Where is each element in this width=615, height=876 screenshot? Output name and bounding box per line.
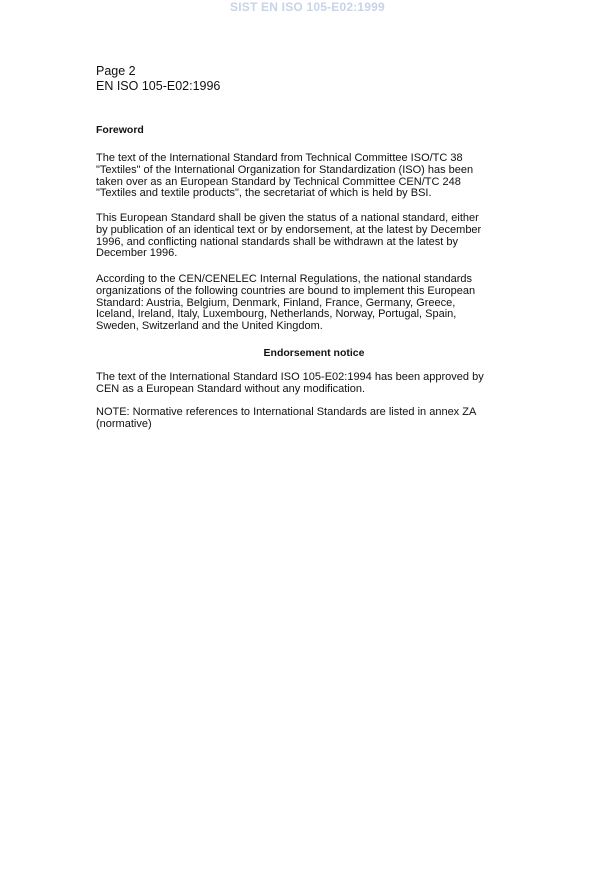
text-line: Sweden, Switzerland and the United Kingdom. xyxy=(96,320,323,333)
text-line: Standard: Austria, Belgium, Denmark, Finland, France, Germany, Greece, xyxy=(96,296,456,309)
page-header xyxy=(96,64,220,94)
text-line: NOTE: Normative references to International Standards are listed in annex ZA xyxy=(96,406,477,418)
text-line: The text of the International Standard ISO 105-E02:1994 has been approved by xyxy=(96,371,484,383)
text-line: 1996, and conflicting national standards shall be withdrawn at the latest by xyxy=(96,235,459,248)
endorsement-heading: Endorsement notice xyxy=(263,347,365,359)
text-line: December 1996. xyxy=(96,247,178,260)
page-number: Page 2 xyxy=(96,64,136,78)
endorsement-paragraph xyxy=(96,372,536,396)
watermark: SIST EN ISO 105-E02:1999 xyxy=(230,0,385,14)
text-line: taken over as an European Standard by Technical Committee CEN/TC 248 xyxy=(96,175,461,188)
foreword-paragraph-1 xyxy=(96,153,536,200)
text-line: CEN as a European Standard without any modification. xyxy=(96,382,366,395)
foreword-heading: Foreword xyxy=(96,124,144,136)
text-line: "Textiles and textile products", the secretariat of which is held by BSI. xyxy=(96,187,432,200)
text-line: The text of the International Standard from Technical Committee ISO/TC 38 xyxy=(96,152,463,164)
text-line: organizations of the following countries are bound to implement this European xyxy=(96,284,476,297)
normative-note xyxy=(96,407,536,431)
text-line: This European Standard shall be given the status of a national standard, either xyxy=(96,212,479,224)
text-line: by publication of an identical text or by endorsement, at the latest by December xyxy=(96,223,482,236)
text-line: According to the CEN/CENELEC Internal Regulations, the national standards xyxy=(96,273,473,285)
text-line: "Textiles" of the International Organization for Standardization (ISO) has been xyxy=(96,163,474,176)
document-id: EN ISO 105-E02:1996 xyxy=(96,79,221,93)
foreword-paragraph-2 xyxy=(96,213,536,260)
text-line: Iceland, Ireland, Italy, Luxembourg, Netherlands, Norway, Portugal, Spain, xyxy=(96,308,457,321)
text-line: (normative) xyxy=(96,417,152,430)
foreword-paragraph-3 xyxy=(96,274,536,333)
